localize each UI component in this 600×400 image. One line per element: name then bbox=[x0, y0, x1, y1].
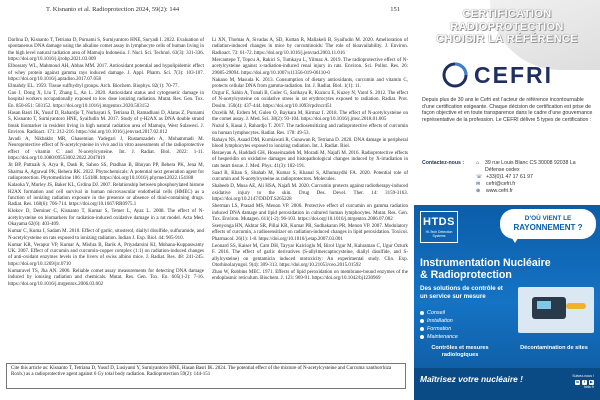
speech-bubble-tail bbox=[510, 235, 520, 243]
htds-logo bbox=[420, 211, 458, 243]
bubble-line-1: D’OÙ VIENT LE bbox=[524, 215, 572, 222]
social-icons bbox=[572, 380, 594, 385]
right-reference-9: Saad B, Khan S, Shahab M, Kumar S, Khanal S, Alhumaydhi FA. 2020. Potential role of curcumin and N-acetylcysteine as radioprotectors. Molecules. bbox=[212, 170, 408, 183]
left-reference-11: Kumar KR, Verapur VP, Kumar A, Mishra B, Barik A, Priyadarsini KI, Mohana-Kuppaswamy UK. 2007. Effect of curcumin and curcumin-copper complex (1:1) on radiation-induced changes of anti-oxidant enzymes levels in the livers of swiss albino mice. J. Radiat. Res. 48: 241-245. https://doi.org/10.1269/jrr.0710 bbox=[8, 242, 204, 267]
social-block bbox=[572, 374, 594, 389]
left-reference-2: Elbossaty WL, Mahmoud AH, Abbas MM. 2017. Antioxidant potential and hypolipidemic effect of whey protein against gamma rays induced damage. J. Appl. Pharm. Sci. 7(3): 103-107. https://doi.org/10.1016/j.apradiso.2017.07.058 bbox=[8, 64, 204, 83]
htds-title-line-1: Instrumentation Nucléaire bbox=[420, 257, 551, 269]
cefri-heading-line-2: RADIOPROTECTION bbox=[450, 20, 564, 33]
caption-measurements: Contrôles et mesures radiologiques bbox=[431, 345, 489, 358]
cefri-heading bbox=[414, 8, 600, 46]
right-reference-3: Nakano M, Masuda K. 2013. Consumption of dietary antioxidants, curcumin and vitamin C, protects cellular DNA from gamma-radiation. Int. J. Radiat. Biol. 1(1): 11. bbox=[212, 77, 408, 90]
htds-title bbox=[420, 257, 596, 281]
contact-lines bbox=[476, 160, 594, 195]
web-icon: ⊕ bbox=[476, 188, 481, 194]
service-label: Installation bbox=[427, 318, 453, 324]
right-reference-10: Shabeeb D, Musa AE, Ali HSA, Najafi M. 2020. Curcumin protects against radiotherapy-induced oxidative injury to the skin. Drug Des. Devel. Ther. 14: 3159-3163. https://doi.org/10.2147/DDDT.S265228 bbox=[212, 184, 408, 203]
cite-this-article-box: Cite this article as: Kisnanto T, Tetriana D, Yusuf D, Lusiyanti Y, Surniyantoro HNE, Hasan Basri IK. 2024. The potential effect of the mixture of N-acetylcysteine and Curcuma xanthorrhiza Roxb.) as a radioprotective agent against 6 Gy total body radiation. Radioprotection 59(2): 144-151 bbox=[6, 363, 406, 389]
left-reference-5: Hasan Basri IK, Yusuf D, Rahardjo T, Nurhayati S, Tetriana D, Ramadhani D, Alatas Z, Purnami S, Kisnanto T, Surniyantoro HNE, Syaifudin M. 2017. Study of γ-H2AX as DNA double strand break biomarker in resident living in high natural radiation area of Mamuju, West Sulawesi. J. Environ. Radioact. 171: 212-216. https://doi.org/10.1016/j.jenvrad.2017.02.012 bbox=[8, 110, 204, 136]
contact-text[interactable]: www.cefri.fr bbox=[486, 188, 513, 194]
left-reference-12: Kumaravel TS, Jha AN. 2006. Reliable comet assay measurements for detecting DNA damage induced by ionising radiation and chemicals. Mutat. Res. Gen. Tox. En. 605(1-2): 7-16. https://doi.org/10.1016/j.mrgentox.2006.03.002 bbox=[8, 268, 204, 287]
left-reference-6: Javadi A, Nikbakht MR, Ghasemian Yadegari J, Rustamzadeh A, Mohammadi M. Neuroprotective effect of N-acetylcysteine in vivo and in vitro assessments of the radioprotective effect of vitamin C and N-acetylcysteine. Int. J. Radiat. Biol. 2022: 1-11. https://doi.org/10.1080/09553002.2022.2047819 bbox=[8, 137, 204, 162]
cefri-logo-text: CEFRI bbox=[474, 61, 553, 88]
left-reference-1: Darlina D, Kisnanto T, Tetriana D, Purnami S, Surniyantoro HNE, Suryadi I. 2022. Evaluation of spontaneous DNA damage using the alkaline comet assay in lymphocyte cells of human living in the high level natural radiation area of Mamuju Indonesia. J. Nucl. Sci. Technol. 63(3): 331-336. https://doi.org/10.1016/j.ijrobp.2021.03.009 bbox=[8, 38, 204, 63]
radiation-meter-image bbox=[518, 287, 594, 333]
right-reference-1: Li XN, Thomas A, Sivadas A, SD, Kuttan R, Mallakeli B, Syaifudin M. 2020. Amelioration of radiation-induced changes in mice by curcuminoids: The role of bioavailability. J. Environ. Radioact. 73: 61-72. https://doi.org/10.1016/j.jenvrad.2003.11.016 bbox=[212, 38, 408, 56]
left-reference-9: Klokov D, Deminer C, Kisnanto T, Kumar S, Temer L, Ayaz L. 2008. The effect of N-acetylcysteine on biomarkers for radiation-induced oxidative damage in a rat model. Acta Med. Okayama 62(6): 403-409. bbox=[8, 209, 204, 228]
htds-logo-text: HTDS bbox=[423, 216, 455, 228]
right-reference-12: Ssenyonga HN, Akhtar SR, Pillai KR, Kumar PR, Sudhakaran PR, Menon VP. 2007. Modulatory effects of curcumin, a radiosensitizer on radiation-induced changes in lipid peroxidation. Toxicol. Pharmacol. 26(1): 1-8. https://doi.org/10.1016/j.etap.2007.03.001 bbox=[212, 223, 408, 242]
mail-icon: ✉ bbox=[476, 181, 481, 187]
htds-subtitle: Des solutions de contrôle et un service sur mesure bbox=[420, 285, 503, 300]
service-label: Conseil bbox=[427, 310, 445, 316]
left-reference-8: Kalaoka Y, Murley JS, Baker KL, Grdina DJ. 2007. Relationship between phosphorylated histone H2AX formation and cell survival in human microvascular endothelial cells (HMEC) as a function of ionizing radiation exposure in the presence or absence of thiol-containing drugs. Radiat. Res. 168(6): 706-714. https://doi.org/10.1667/RR0975.1 bbox=[8, 183, 204, 208]
cefri-body-text: Depuis plus de 30 ans le Cefri est l’acteur de référence incontournable d’une certification exigeante. Chaque décision de certification est prise de façon objective et en toute transparence dans le cadre d’une gouvernance représentative de la profession. Le CEFRI délivre 5 types de certification : bbox=[422, 97, 593, 123]
htds-title-line-2: & Radioprotection bbox=[420, 269, 512, 281]
right-reference-11: Sherman LS, Prasad MS, Menon VP. 2006. Protective effect of curcumin on gamma radiation induced DNA damage and lipid peroxidation in cultured human lymphocytes. Mutat. Res. Gen. Tox. Environ. Mutagen. 611(1-2): 96-103. https://doi.org/10.1016/j.mrgentox.2006.07.002 bbox=[212, 204, 408, 222]
contact-line bbox=[476, 160, 594, 174]
contact-line bbox=[476, 188, 594, 195]
bullet-dot-icon bbox=[420, 327, 424, 331]
right-reference-8: Rezaeyan A, Haddadi GH, Hosseinzadeh M, Moradi M, Najafi M. 2016. Radioprotective effects of hesperidin on oxidative damages and histopathological changes induced by X-irradiation in rats heart tissue. J. Med. Phys. 41(3): 182-191. bbox=[212, 151, 408, 169]
meter-body bbox=[532, 297, 566, 319]
contact-text[interactable]: 39 rue Louis Blanc CS 30008 92038 La Défense cedex bbox=[485, 160, 576, 173]
contact-line bbox=[476, 174, 594, 181]
service-item bbox=[420, 317, 500, 325]
bullet-dot-icon bbox=[420, 335, 424, 339]
contact-text[interactable]: cefri@cefri.fr bbox=[486, 181, 516, 187]
right-reference-7: Rahayu NS, Asaad DM, Kurniawati R, Gunawan R, Tetriana D. 2020. DNA damage in peripheral blood lymphocytes exposed to ionizing radiation. Int. J. Radiat. Biol. bbox=[212, 137, 408, 150]
htds-footer bbox=[414, 368, 600, 400]
right-reference-6: Nuzul S, Kasai J, Rahardjo T. 2017. The radiosensitizing and radioprotective effects of curcumin on human lymphocytes. Radiat. Res. 178: 49-53. bbox=[212, 124, 408, 136]
running-head-citation: T. Kisnanto et al. Radioprotection 2024, 59(2): 144 bbox=[46, 6, 180, 13]
references-right-column bbox=[212, 38, 408, 289]
contact-line bbox=[476, 181, 594, 188]
references-columns bbox=[8, 38, 408, 289]
social-site: htds.fr bbox=[584, 384, 594, 389]
right-reference-14: Zhao W, Robbins MEC. 1971. Effects of lipid peroxidation on membrane-bound enzymes of the endoplasmic reticulum. Biochem. J. 123: 969-91. https://doi.org/10.1042/bj1230969 bbox=[212, 269, 408, 282]
page-number: 151 bbox=[390, 6, 400, 13]
social-label: Suivez-nous ! bbox=[572, 374, 594, 378]
youtube-icon[interactable]: ▶ bbox=[590, 379, 593, 384]
contact-label: Contactez-nous : bbox=[422, 160, 465, 166]
left-reference-10: Kumar C, Kuma I, Sadam M. 2010. Effect of garlic, sitosterol, diallyl disulfide, sulfuramide, and N-acetylcysteine on rats exposed to ionizing radiation. Indian J. Exp. Biol. 44: 905-910. bbox=[8, 229, 204, 241]
cefri-contact-block bbox=[422, 160, 594, 195]
bullet-dot-icon bbox=[420, 319, 424, 323]
service-item bbox=[420, 325, 500, 333]
cefri-heading-line-1: CERTIFICATION bbox=[462, 8, 552, 20]
facebook-icon[interactable]: f bbox=[583, 379, 586, 384]
right-reference-2: Mercantepe T, Topcu A, Rakici S, Tumkaya L, Yilmaz A. 2019. The radioprotective effect of N-acetylcysteine against x-radiation-induced renal injury in rats. Environ. Sci. Pollut. Res. 26: 29085-29094. https://doi.org/10.1007/s11356-019-06110-0 bbox=[212, 57, 408, 76]
htds-logo-subtitle: Hi-Tech Detection Systems bbox=[425, 230, 453, 238]
caption-decontamination: Décontamination de sites bbox=[520, 345, 588, 351]
service-label: Formation bbox=[427, 326, 452, 332]
location-icon: ⌂ bbox=[476, 160, 480, 166]
cefri-logo-mark-icon bbox=[442, 62, 468, 88]
references-left-column bbox=[8, 38, 204, 289]
right-reference-5: Ozcelik M, Erdem M, Gulen O, Baykara M, Kirmaz I. 2018. The effect of N-acetylcysteine on the comet assay. J. Med. Sci. 38(2): 93-104. https://doi.org/10.1016/j.jmsc.2018.01.005 bbox=[212, 110, 408, 123]
cefri-heading-line-3: CHOISIR LA RÉFÉRENCE bbox=[435, 33, 579, 45]
cefri-logo bbox=[442, 62, 572, 88]
htds-slogan: Maîtrisez votre nucléaire ! bbox=[420, 374, 523, 384]
bubble-line-2: RAYONNEMENT ? bbox=[513, 223, 583, 232]
linkedin-icon[interactable]: in bbox=[575, 379, 580, 384]
left-reference-3: Elmahdy EL. 1959. Tissue sulfhydryl groups. Arch. Biochem. Biophys. 82(1): 70-77. bbox=[8, 84, 179, 90]
meter-screen bbox=[537, 301, 551, 309]
cefri-advertisement[interactable] bbox=[414, 0, 600, 205]
service-item bbox=[420, 333, 500, 341]
service-item bbox=[420, 309, 500, 317]
left-reference-4: Gao J, Dong X, Liu T, Zhang L, An L. 2020. Antioxidant status and cytogenetic damage in hospital workers occupationally exposed to low dose ionizing radiation. Mutat. Res. Gen. Tox. En. 850-851: 503152. https://doi.org/10.1016/j.mrgentox.2020.503152 bbox=[8, 91, 204, 109]
right-reference-4: Ozgur E, Sahin A, Tunali B, Gulec G, Sarikaya R, Kuzucu E, Kuzey N, Varol S. 2012. The effect of N-acetylcysteine on oxidative stress in rat erythrocytes exposed to radiation. Radiat. Prot. Dosim. 150(4): 437-444. https://doi.org/10.1093/rpd/ncr451 bbox=[212, 91, 408, 109]
service-list bbox=[420, 309, 500, 341]
service-label: Maintenance bbox=[427, 334, 458, 340]
contact-text[interactable]: +33(0)1 47 17 61 97 bbox=[486, 174, 533, 180]
meter-probe bbox=[566, 303, 586, 309]
left-reference-7: Jit BP, Pattnaik S, Arya R, Dash R, Sahoo SS, Pradhan B, Bhuyan PP, Behera PK, Jena M, Sharma A, Agrawal PK, Behera RK. 2022. Phytochemicals: A potential next generation agent for radioprotection. Phytomedicine 106: 154188. https://doi.org/10.1016/j.phymed.2022.154188 bbox=[8, 163, 204, 182]
right-reference-13: Leonard SS, Kaiser M, Cam DH, Tayyar Kalcioglu M, Birol Ugur M, Kahraman C, Ugur Ozturk F. 2016. The effect of garlic derivatives (S-allylmercaptocysteine, diallyl disulfide, and S-allylcysteine) on gentamicin induced ototoxicity: An experimental study. Clin. Exp. Otorhinolaryngol. 9(4): 309-313. https://doi.org/10.21053/ceo.2015.01592 bbox=[212, 243, 408, 268]
bullet-dot-icon bbox=[420, 311, 424, 315]
htds-advertisement[interactable] bbox=[414, 205, 600, 400]
running-head bbox=[8, 6, 408, 18]
phone-icon: ☏ bbox=[476, 174, 483, 180]
